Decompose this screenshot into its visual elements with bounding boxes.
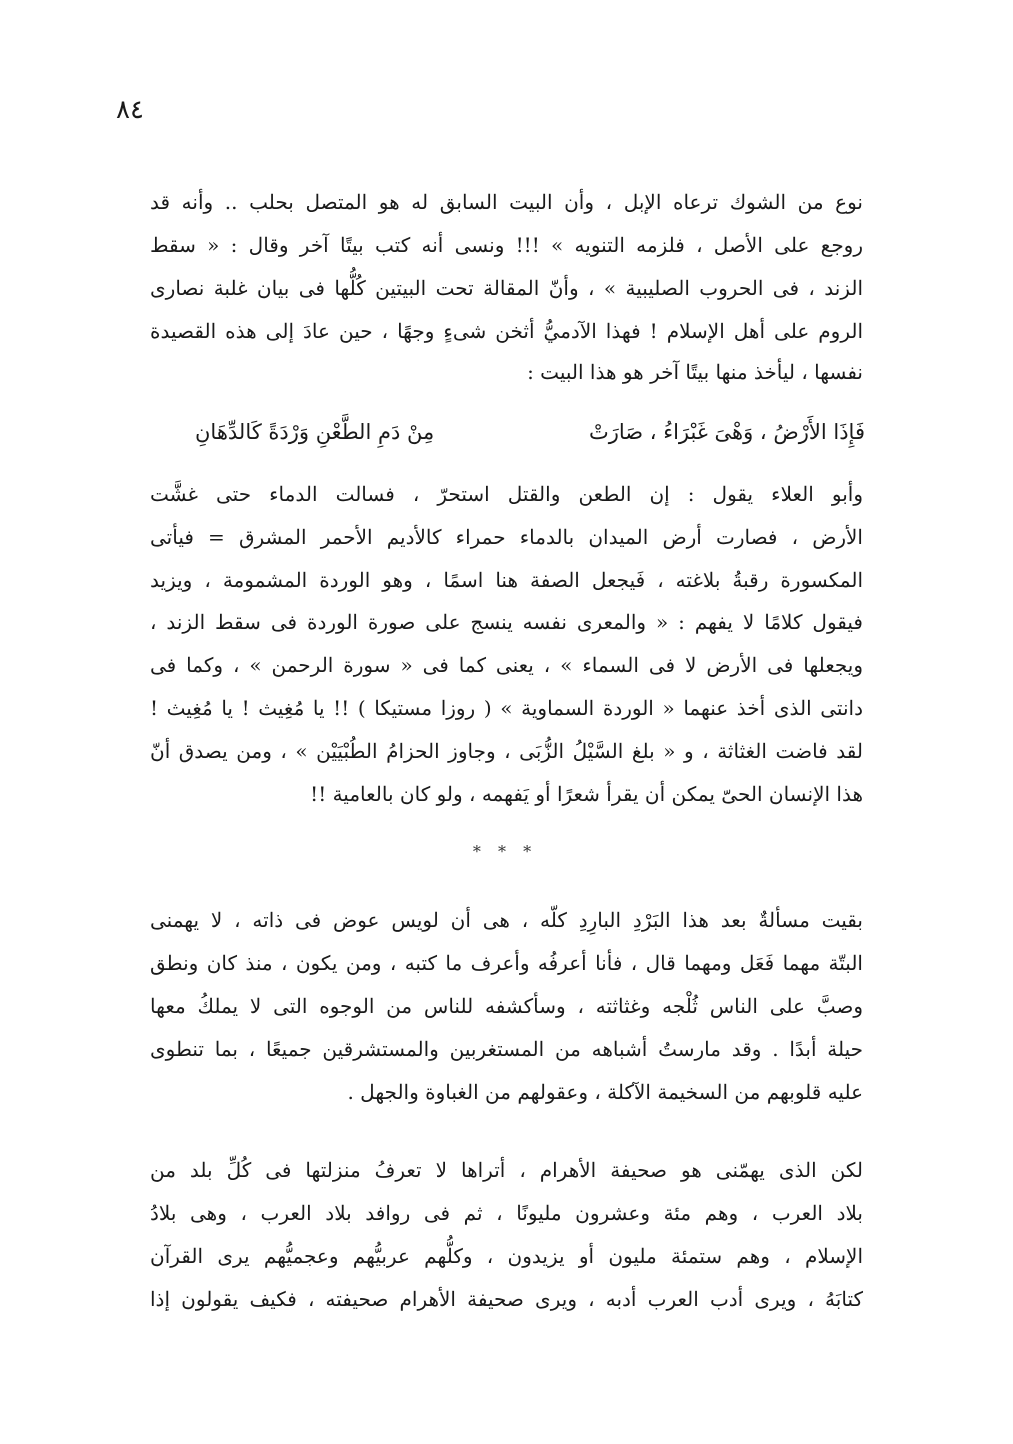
paragraph-line: عليه قلوبهم من السخيمة الآكلة ، وعقولهم من الغباوة والجهل . [347, 1080, 863, 1104]
paragraph-line: الأرض ، فصارت أرض الميدان بالدماء حمراء كالأديم الأحمر المشرق = فيأتى [150, 525, 863, 549]
paragraph-line: نوع من الشوك ترعاه الإبل ، وأن البيت السابق له هو المتصل بحلب .. وأنه قد [150, 190, 863, 214]
paragraph-line: بلاد العرب ، وهم مئة وعشرون مليونًا ، ثم فى روافد بلاد العرب ، وهى بلادُ [150, 1201, 863, 1225]
paragraph-line: بقيت مسألةٌ بعد هذا البَرْدِ البارِدِ كلّه ، هى أن لويس عوض فى ذاته ، لا يهمنى [150, 908, 863, 932]
paragraph-line: كتابَهُ ، ويرى أدب العرب أدبه ، ويرى صحيفة الأهرام صحيفته ، فكيف يقولون إذا [150, 1287, 863, 1311]
paragraph-line: هذا الإنسان الحىّ يمكن أن يقرأ شعرًا أو يَفهمه ، ولو كان بالعامية !! [310, 782, 863, 806]
paragraph-line: ويجعلها فى الأرض لا فى السماء » ، يعنى كما فى « سورة الرحمن » ، وكما فى [150, 653, 863, 677]
verse-second-hemistich: مِنْ دَمِ الطَّعْنِ وَرْدَةً كَالدِّهَانِ [195, 420, 435, 444]
paragraph-line: لقد فاضت الغثاثة ، و « بلغ السَّيْلُ الزُّبَى ، وجاوز الحزامُ الطُبْيَيْن » ، ومن يصدق أنّ [150, 739, 863, 763]
poetry-verse [195, 410, 865, 454]
paragraph-line: لكن الذى يهمّنى هو صحيفة الأهرام ، أتراها لا تعرفُ منزلتها فى كُلِّ بلد من [150, 1158, 863, 1182]
paragraph-line: وأبو العلاء يقول : إن الطعن والقتل استحرّ ، فسالت الدماء حتى غشَّت [150, 482, 863, 506]
paragraph-line: روجع على الأصل ، فلزمه التنويه » !!! ونسى أنه كتب بيتًا آخر وقال : « سقط [150, 233, 863, 257]
page-number: ٨٤ [116, 95, 144, 125]
paragraph-line: البتّة مهما فَعَل ومهما قال ، فأنا أعرفُه وأعرف ما كتبه ، ومن يكون ، منذ كان ونطق [150, 951, 863, 975]
paragraph-line: الإسلام ، وهم ستمئة مليون أو يزيدون ، وكلُّهم عربيُّهم وعجميُّهم يرى القرآن [150, 1244, 863, 1268]
section-separator: * * * [472, 842, 538, 861]
paragraph-line: فيقول كلامًا لا يفهم : « والمعرى نفسه ينسج على صورة الوردة فى سقط الزند ، [150, 610, 863, 634]
paragraph-line: الروم على أهل الإسلام ! فهذا الآدميُّ أثخن شىءٍ وجهًا ، حين عادَ إلى هذه القصيدة [150, 319, 863, 343]
paragraph-line: المكسورة رقبةُ بلاغته ، فَيجعل الصفة هنا اسمًا ، وهو الوردة المشمومة ، ويزيد [150, 568, 863, 592]
paragraph-line: حيلة أبدًا . وقد مارستُ أشباهه من المستغربين والمستشرقين جميعًا ، بما تنطوى [150, 1037, 863, 1061]
paragraph-line: دانتى الذى أخذ عنهما « الوردة السماوية » ( روزا مستيكا ) !! يا مُغِيث ! يا مُغِيث ! [150, 696, 863, 720]
verse-first-hemistich: فَإِذَا الأَرْضُ ، وَهْىَ غَبْرَاءُ ، صَارَتْ [588, 420, 865, 444]
paragraph-line: وصبَّ على الناس ثُلْجه وغثاثته ، وسأكشفه للناس من الوجوه التى لا يملكُ معها [150, 994, 863, 1018]
paragraph-line: الزند ، فى الحروب الصليبية » ، وأنّ المقالة تحت البيتين كُلُّها فى بيان غلبة نصارى [150, 276, 863, 300]
paragraph-line: نفسها ، ليأخذ منها بيتًا آخر هو هذا البيت : [527, 360, 863, 384]
